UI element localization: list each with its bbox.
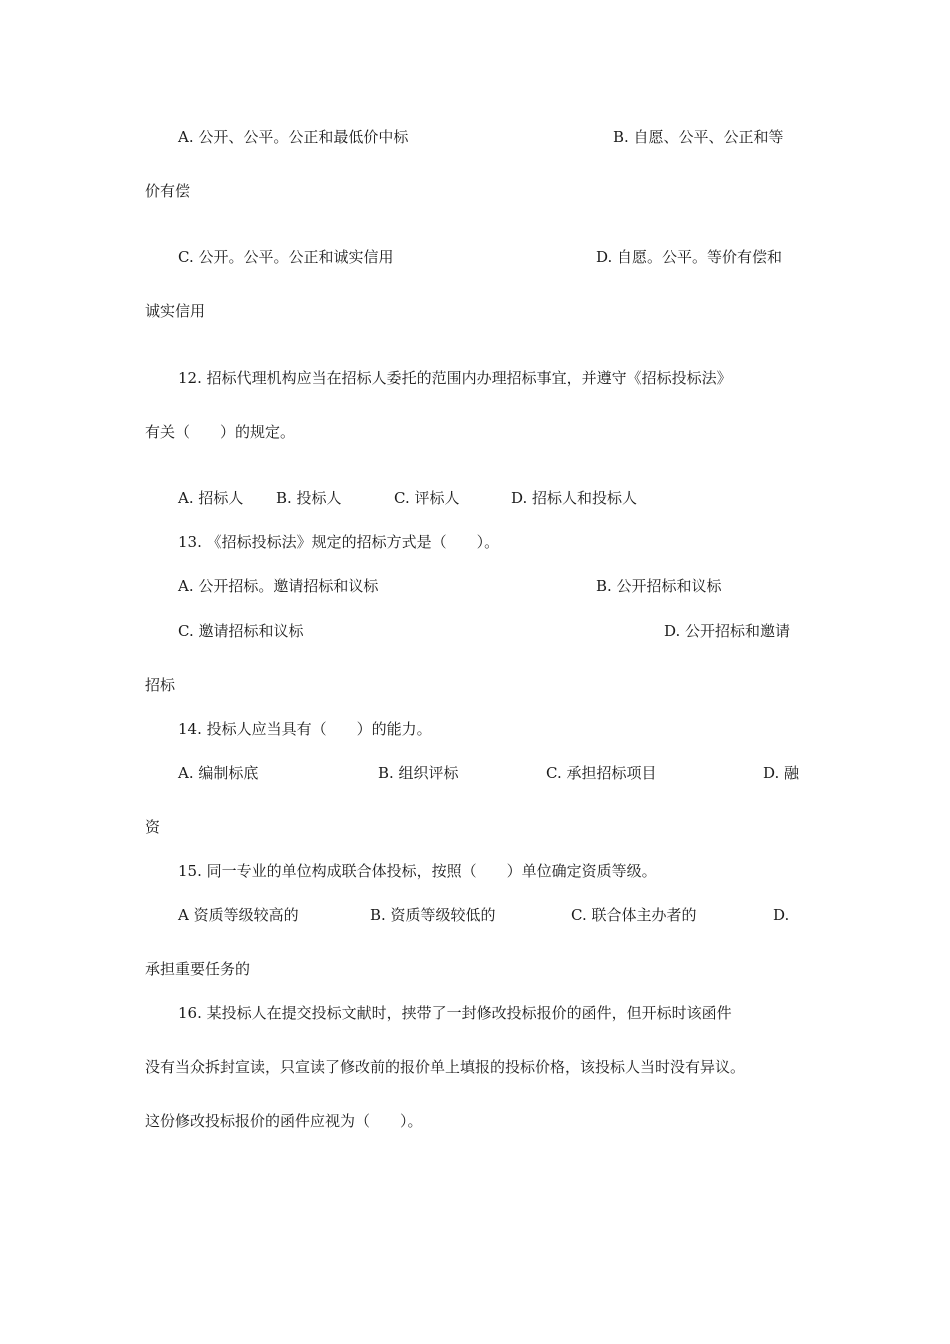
q14-stem: 14. 投标人应当具有（ ）的能力。	[178, 720, 432, 738]
q16-stem-line-3: 这份修改投标报价的函件应视为（ ）。	[145, 1112, 423, 1130]
q12-option-b: B. 投标人	[276, 489, 342, 507]
q12-stem: 12. 招标代理机构应当在招标人委托的范围内办理招标事宜，并遵守《招标投标法》	[178, 369, 732, 387]
q11-option-d: D. 自愿。公平。等价有偿和	[596, 248, 783, 266]
q13-stem: 13. 《招标投标法》规定的招标方式是（ ）。	[178, 533, 500, 551]
q11-option-c: C. 公开。公平。公正和诚实信用	[178, 248, 394, 266]
q12-option-a: A. 招标人	[178, 489, 244, 507]
q15-stem: 15. 同一专业的单位构成联合体投标，按照（ ）单位确定资质等级。	[178, 862, 657, 880]
q15-option-a: A 资质等级较高的	[178, 906, 299, 924]
q14-option-d-continued: 资	[145, 818, 161, 836]
q13-option-a: A. 公开招标。邀请招标和议标	[178, 577, 379, 595]
q13-option-d: D. 公开招标和邀请	[664, 622, 791, 640]
q15-option-d-continued: 承担重要任务的	[145, 960, 251, 978]
q14-option-c: C. 承担招标项目	[546, 764, 657, 782]
q13-option-b: B. 公开招标和议标	[596, 577, 722, 595]
q14-option-d: D. 融	[763, 764, 800, 782]
q11-option-b: B. 自愿、公平、公正和等	[613, 128, 784, 146]
q15-option-d: D.	[773, 906, 790, 924]
q16-stem: 16. 某投标人在提交投标文献时，挟带了一封修改投标报价的函件，但开标时该函件	[178, 1004, 732, 1022]
q14-option-b: B. 组织评标	[378, 764, 459, 782]
q13-option-c: C. 邀请招标和议标	[178, 622, 304, 640]
q12-option-d: D. 招标人和投标人	[511, 489, 638, 507]
q15-option-b: B. 资质等级较低的	[370, 906, 496, 924]
q14-option-a: A. 编制标底	[178, 764, 259, 782]
q15-option-c: C. 联合体主办者的	[571, 906, 697, 924]
q12-stem-continued: 有关（ ）的规定。	[145, 423, 296, 441]
q11-option-a: A. 公开、公平。公正和最低价中标	[178, 128, 409, 146]
q13-option-d-continued: 招标	[145, 676, 176, 694]
q12-option-c: C. 评标人	[394, 489, 460, 507]
q11-option-b-continued: 价有偿	[145, 182, 191, 200]
q11-option-d-continued: 诚实信用	[145, 302, 206, 320]
q16-stem-line-2: 没有当众拆封宣读，只宣读了修改前的报价单上填报的投标价格，该投标人当时没有异议。	[145, 1058, 746, 1076]
